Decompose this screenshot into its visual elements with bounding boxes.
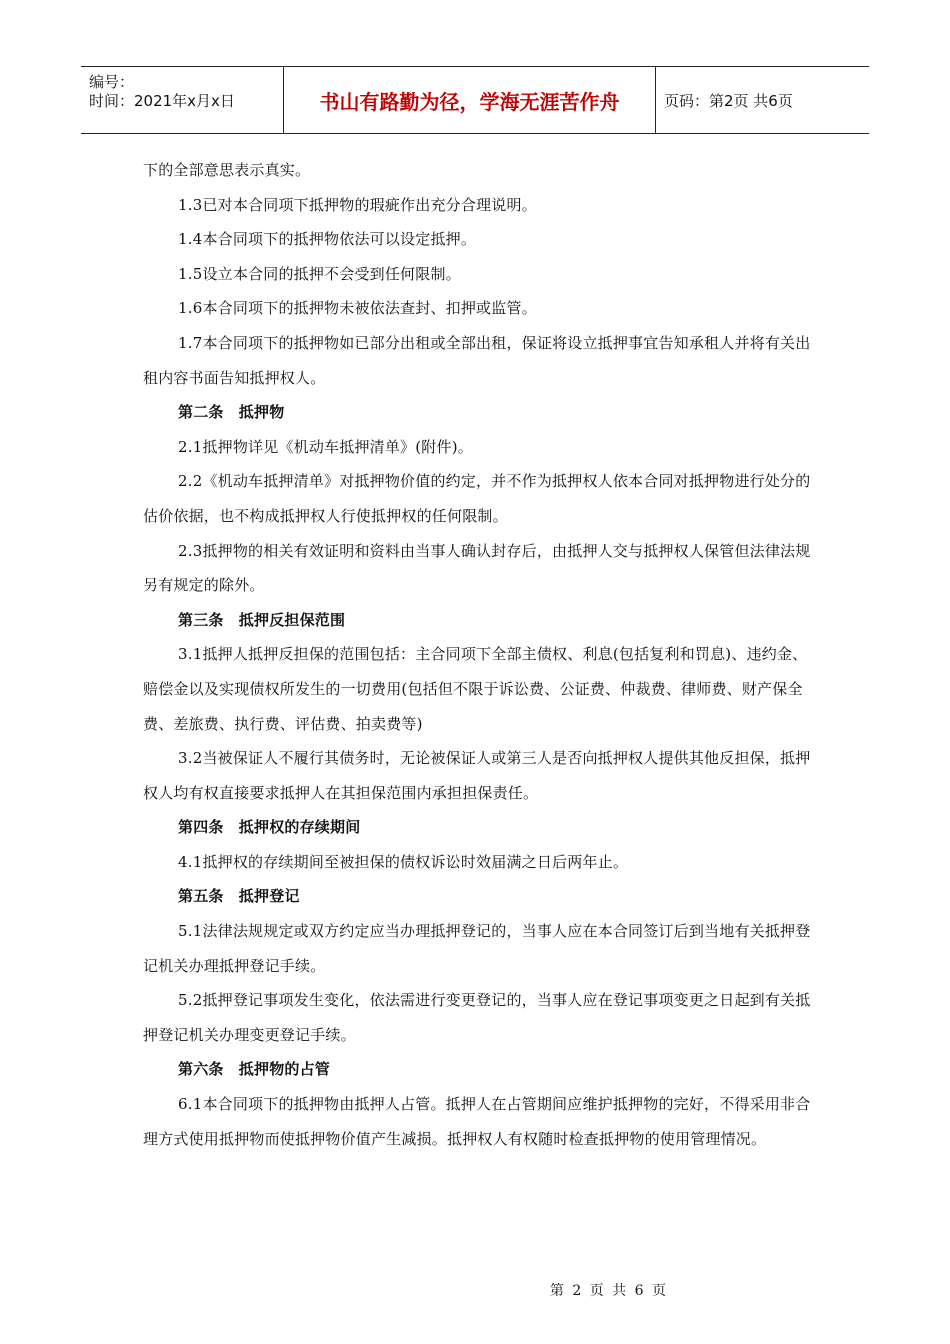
clause-4-1: 4.1抵押权的存续期间至被担保的债权诉讼时效届满之日后两年止。 (178, 852, 629, 871)
article-4-heading: 第四条 抵押权的存续期间 (178, 818, 361, 837)
clause-1-3: 1.3已对本合同项下抵押物的瑕疵作出充分合理说明。 (178, 195, 537, 214)
clause-2-2: 2.2《机动车抵押清单》对抵押物价值的约定，并不作为抵押权人依本合同对抵押物进行处分的估价依据，也不构成抵押权人行使抵押权的任何限制。 (143, 472, 811, 525)
document-number-label: 编号： (89, 73, 135, 91)
header-motto: 书山有路勤为径，学海无涯苦作舟 (284, 67, 656, 133)
article-2-heading: 第二条 抵押物 (178, 403, 285, 422)
header-meta (81, 67, 284, 133)
clause-1-4: 1.4本合同项下的抵押物依法可以设定抵押。 (178, 230, 477, 249)
clause-2-3: 2.3抵押物的相关有效证明和资料由当事人确认封存后，由抵押人交与抵押权人保管但法律法规另有规定的除外。 (143, 541, 811, 595)
clause-1-5: 1.5设立本合同的抵押不会受到任何限制。 (178, 264, 461, 283)
clause-1-6: 1.6本合同项下的抵押物未被依法查封、扣押或监管。 (178, 299, 537, 318)
document-date: 时间：2021年x月x日 (89, 92, 235, 110)
article-5-heading: 第五条 抵押登记 (178, 887, 300, 906)
clause-2-1: 2.1抵押物详见《机动车抵押清单》(附件)。 (178, 437, 473, 456)
clause-5-1: 5.1法律法规规定或双方约定应当办理抵押登记的，当事人应在本合同签订后到当地有关抵押登记机关办理抵押登记手续。 (143, 922, 811, 975)
document-body (143, 153, 811, 1156)
clause-3-2: 3.2当被保证人不履行其债务时，无论被保证人或第三人是否向抵押权人提供其他反担保，抵押权人均有权直接要求抵押人在其担保范围内承担担保责任。 (143, 749, 811, 802)
paragraph-continuation: 下的全部意思表示真实。 (143, 161, 311, 179)
page-footer: 第 2 页 共 6 页 (549, 1283, 668, 1299)
clause-5-2: 5.2抵押登记事项发生变化，依法需进行变更登记的，当事人应在登记事项变更之日起到有关抵押登记机关办理变更登记手续。 (143, 991, 811, 1044)
article-3-heading: 第三条 抵押反担保范围 (178, 610, 346, 629)
article-6-heading: 第六条 抵押物的占管 (178, 1060, 331, 1079)
clause-1-7: 1.7本合同项下的抵押物如已部分出租或全部出租，保证将设立抵押事宜告知承租人并将有关出租内容书面告知抵押权人。 (143, 333, 811, 387)
header-page-code: 页码：第2页 共6页 (664, 91, 793, 110)
clause-3-1: 3.1抵押人抵押反担保的范围包括：主合同项下全部主债权、利息(包括复利和罚息)、违约金、赔偿金以及实现债权所发生的一切费用(包括但不限于诉讼费、公证费、仲裁费、律师费、财产保全费、差旅费、执行费、评估费、拍卖费等) (143, 645, 808, 733)
page-header (81, 66, 869, 134)
clause-6-1: 6.1本合同项下的抵押物由抵押人占管。抵押人在占管期间应维护抵押物的完好，不得采用非合理方式使用抵押物而使抵押物价值产生减损。抵押权人有权随时检查抵押物的使用管理情况。 (143, 1095, 811, 1148)
